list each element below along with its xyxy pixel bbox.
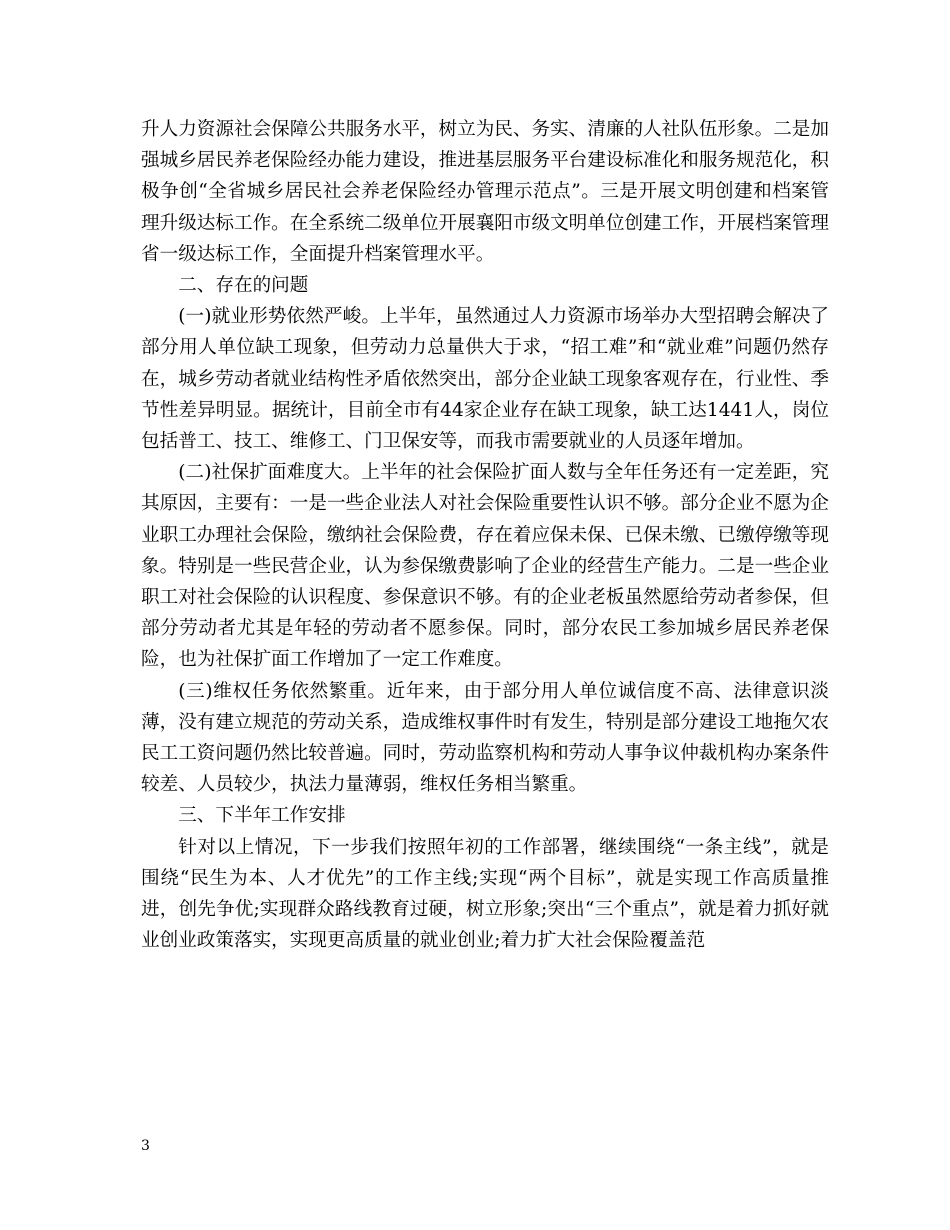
- paragraph-rights-protection: (三)维权任务依然繁重。近年来，由于部分用人单位诚信度不高、法律意识淡薄，没有建立规范的劳动关系，造成维权事件时有发生，特别是部分建设工地拖欠农民工工资问题仍然比较普遍。同时，劳动监察机构和劳动人事争议仲裁机构办案条件较差、人员较少，执法力量薄弱，维权任务相当繁重。: [141, 680, 829, 796]
- section-heading-second-half-plan: 三、下半年工作安排: [178, 805, 346, 827]
- paragraph-employment-situation: (一)就业形势依然严峻。上半年，虽然通过人力资源市场举办大型招聘会解决了部分用人单位缺工现象，但劳动力总量供大于求，“招工难”和“就业难”问题仍然存在，城乡劳动者就业结构性矛盾依然突出，部分企业缺工现象客观存在，行业性、季节性差异明显。据统计，目前全市有44家企业存在缺工现象，缺工达1441人，岗位包括普工、技工、维修工、门卫保安等，而我市需要就业的人员逐年增加。: [141, 306, 829, 453]
- page-number: 3: [141, 1138, 150, 1154]
- paragraph-work-arrangement: 针对以上情况，下一步我们按照年初的工作部署，继续围绕“一条主线”，就是围绕“民生为本、人才优先”的工作主线;实现“两个目标”，就是实现工作高质量推进，创先争优;实现群众路线教育过硬，树立形象;突出“三个重点”，就是着力抓好就业创业政策落实，实现更高质量的就业创业;着力扩大社会保险覆盖范: [141, 836, 829, 952]
- document-body: [141, 114, 829, 956]
- section-heading-existing-problems: 二、存在的问题: [178, 275, 309, 297]
- paragraph-social-insurance-expansion: (二)社保扩面难度大。上半年的社会保险扩面人数与全年任务还有一定差距，究其原因，主要有：一是一些企业法人对社会保险重要性认识不够。部分企业不愿为企业职工办理社会保险，缴纳社会保险费，存在着应保未保、已保未缴、已缴停缴等现象。特别是一些民营企业，认为参保缴费影响了企业的经营生产能力。二是一些企业职工对社会保险的认识程度、参保意识不够。有的企业老板虽然愿给劳动者参保，但部分劳动者尤其是年轻的劳动者不愿参保。同时，部分农民工参加城乡居民养老保险，也为社保扩面工作增加了一定工作难度。: [141, 462, 829, 671]
- paragraph-continued-from-previous-page: 升人力资源社会保障公共服务水平，树立为民、务实、清廉的人社队伍形象。二是加强城乡居民养老保险经办能力建设，推进基层服务平台建设标准化和服务规范化，积极争创“全省城乡居民社会养老保险经办管理示范点”。三是开展文明创建和档案管理升级达标工作。在全系统二级单位开展襄阳市级文明单位创建工作，开展档案管理省一级达标工作，全面提升档案管理水平。: [141, 119, 829, 265]
